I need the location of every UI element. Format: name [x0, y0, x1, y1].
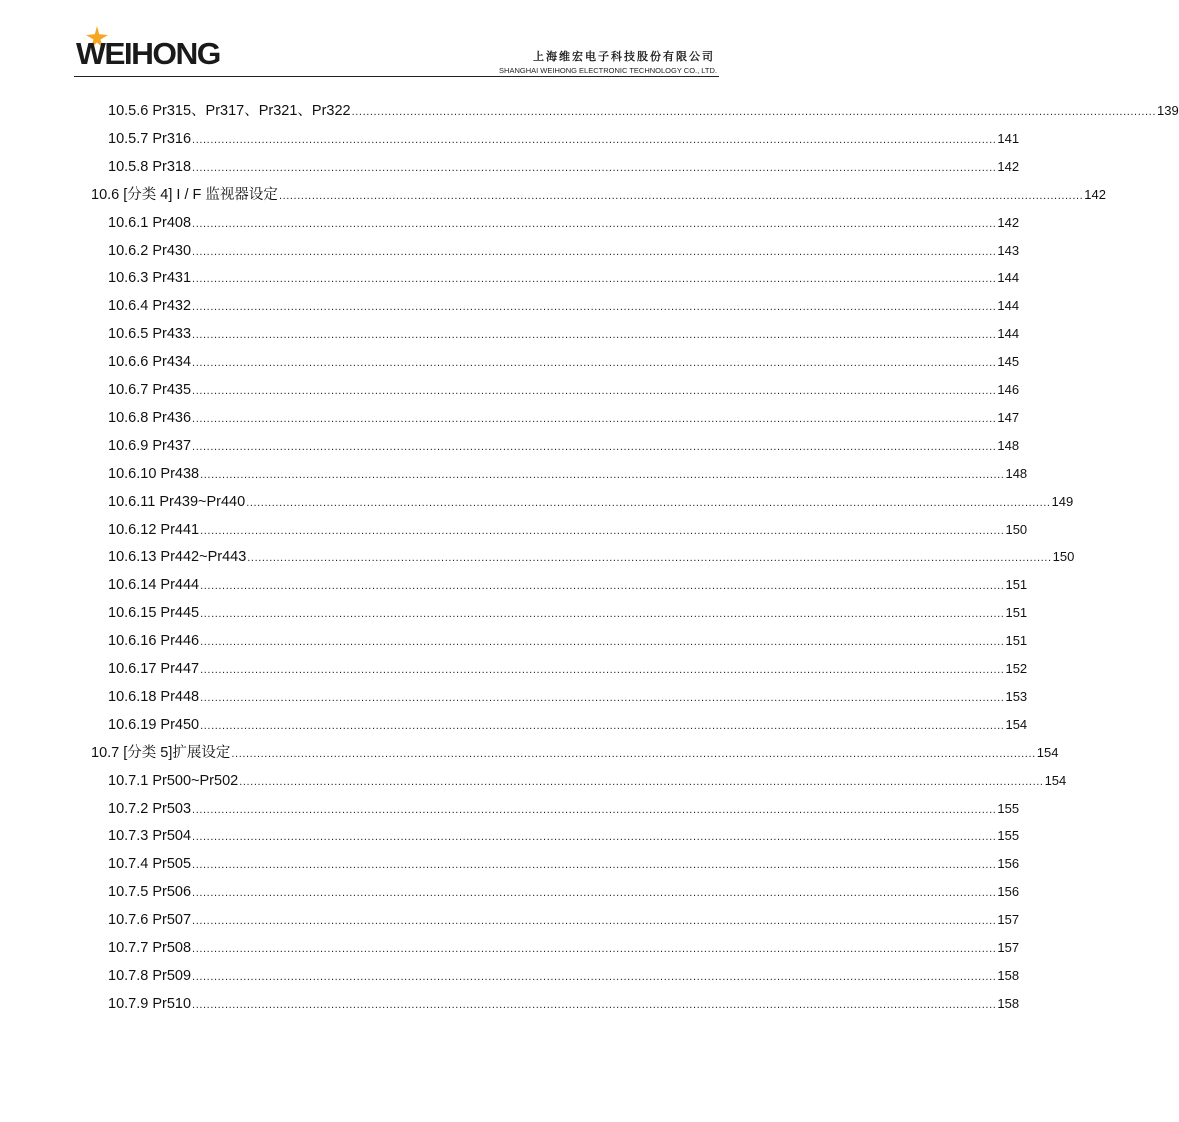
toc-entry-title: 10.6.7 Pr435 [108, 382, 192, 398]
toc-entry[interactable] [108, 433, 1020, 455]
toc-dot-leader: ............................................................................................................................................................................................................................ [247, 552, 1052, 565]
toc-entry[interactable] [108, 238, 1020, 260]
toc-dot-leader: ............................................................................................................................................................................................................................ [200, 524, 1005, 537]
toc-entry[interactable] [108, 517, 1028, 539]
header-divider [74, 76, 719, 77]
toc-dot-leader: ............................................................................................................................................................................................................................ [192, 329, 997, 342]
toc-entry-title: 10.5.8 Pr318 [108, 158, 192, 175]
toc-entry[interactable] [108, 293, 1020, 315]
toc-entry-title: 10.6.2 Pr430 [108, 242, 192, 259]
toc-dot-leader: ............................................................................................................................................................................................................................ [192, 859, 997, 872]
toc-page-number: 145 [997, 354, 1020, 370]
company-name-chinese: 上海维宏电子科技股份有限公司 [533, 50, 715, 63]
toc-entry-title: 10.5.6 Pr315、Pr317、Pr321、Pr322 [108, 103, 351, 119]
toc-entry[interactable] [108, 879, 1020, 901]
toc-page-number: 154 [1005, 716, 1028, 732]
toc-dot-leader: ............................................................................................................................................................................................................................ [192, 998, 997, 1011]
toc-dot-leader: ............................................................................................................................................................................................................................ [200, 719, 1005, 732]
toc-entry[interactable] [108, 991, 1020, 1013]
toc-page-number: 139 [1156, 103, 1179, 118]
toc-entry-title: 10.7.4 Pr505 [108, 856, 192, 873]
toc-entry-title: 10.6.6 Pr434 [108, 354, 192, 371]
toc-page-number: 155 [997, 800, 1020, 816]
toc-page-number: 149 [1051, 493, 1074, 509]
toc-entry-title: 10.6 [分类 4] I / F 监视器设定 [91, 186, 278, 203]
toc-entry[interactable] [108, 349, 1020, 371]
toc-entry[interactable] [108, 600, 1028, 622]
toc-entry[interactable] [91, 182, 1106, 204]
toc-entry-title: 10.6.5 Pr433 [108, 326, 192, 343]
toc-page-number: 158 [997, 995, 1020, 1011]
toc-entry-title: 10.6.13 Pr442~Pr443 [108, 549, 247, 566]
toc-page-number: 156 [997, 884, 1020, 900]
toc-entry-title: 10.6.11 Pr439~Pr440 [108, 493, 246, 510]
toc-dot-leader: ............................................................................................................................................................................................................................ [192, 970, 997, 983]
toc-dot-leader: ............................................................................................................................................................................................................................ [192, 887, 997, 900]
toc-page-number: 157 [997, 940, 1020, 955]
toc-entry[interactable] [108, 768, 1067, 790]
toc-entry[interactable] [108, 98, 1179, 120]
toc-entry[interactable] [108, 126, 1020, 148]
toc-page-number: 154 [1044, 772, 1067, 788]
toc-dot-leader: ............................................................................................................................................................................................................................ [200, 691, 1005, 704]
toc-page-number: 157 [997, 912, 1020, 928]
toc-entry-title: 10.6.15 Pr445 [108, 605, 200, 622]
toc-entry[interactable] [108, 544, 1075, 566]
toc-entry-title: 10.7.3 Pr504 [108, 828, 192, 845]
toc-dot-leader: ............................................................................................................................................................................................................................ [192, 133, 997, 146]
toc-dot-leader: ............................................................................................................................................................................................................................ [200, 664, 1005, 676]
toc-page-number: 142 [1084, 186, 1106, 202]
toc-page-number: 146 [997, 382, 1020, 397]
toc-entry[interactable] [108, 210, 1020, 232]
toc-entry-title: 10.6.17 Pr447 [108, 661, 200, 677]
toc-entry[interactable] [108, 935, 1020, 957]
page-header [0, 0, 793, 80]
toc-entry[interactable] [108, 712, 1028, 734]
toc-page-number: 147 [997, 409, 1020, 425]
logo-text: WEIHONG [76, 36, 220, 71]
toc-dot-leader: ............................................................................................................................................................................................................................ [192, 357, 997, 370]
toc-page-number: 151 [1005, 577, 1028, 593]
toc-dot-leader: ............................................................................................................................................................................................................................ [192, 440, 997, 453]
toc-page-number: 144 [997, 326, 1020, 342]
toc-page-number: 143 [997, 242, 1020, 258]
toc-entry-title: 10.6.4 Pr432 [108, 298, 192, 315]
toc-dot-leader: ............................................................................................................................................................................................................................ [192, 217, 997, 230]
toc-dot-leader: ............................................................................................................................................................................................................................ [200, 608, 1005, 621]
toc-entry[interactable] [108, 963, 1020, 985]
toc-entry-title: 10.6.16 Pr446 [108, 633, 200, 650]
toc-page-number: 150 [1005, 521, 1028, 537]
toc-entry-title: 10.7.1 Pr500~Pr502 [108, 772, 239, 789]
toc-dot-leader: ............................................................................................................................................................................................................................ [200, 468, 1005, 481]
toc-entry[interactable] [108, 684, 1028, 706]
toc-page-number: 156 [997, 856, 1020, 872]
toc-dot-leader: ............................................................................................................................................................................................................................ [192, 273, 997, 286]
toc-dot-leader: ............................................................................................................................................................................................................................ [192, 301, 997, 314]
toc-entry[interactable] [108, 489, 1074, 511]
toc-entry[interactable] [108, 265, 1020, 287]
toc-entry-title: 10.5.7 Pr316 [108, 130, 192, 147]
toc-page-number: 153 [1005, 688, 1028, 704]
toc-entry[interactable] [108, 461, 1028, 483]
toc-dot-leader: ............................................................................................................................................................................................................................ [200, 580, 1005, 593]
toc-entry-title: 10.6.10 Pr438 [108, 465, 200, 482]
toc-dot-leader: ............................................................................................................................................................................................................................ [192, 943, 997, 955]
toc-page-number: 148 [1005, 465, 1028, 481]
toc-entry[interactable] [108, 405, 1020, 427]
toc-page-number: 142 [997, 158, 1020, 174]
toc-entry[interactable] [108, 796, 1020, 818]
toc-entry-title: 10.7.6 Pr507 [108, 912, 192, 929]
toc-page-number: 155 [997, 828, 1020, 844]
toc-dot-leader: ............................................................................................................................................................................................................................ [192, 245, 997, 258]
toc-entry-title: 10.7.9 Pr510 [108, 995, 192, 1012]
toc-entry[interactable] [108, 572, 1028, 594]
toc-entry[interactable] [108, 851, 1020, 873]
toc-dot-leader: ............................................................................................................................................................................................................................ [351, 106, 1156, 118]
company-name-english: SHANGHAI WEIHONG ELECTRONIC TECHNOLOGY CO., LTD. [499, 66, 717, 75]
toc-dot-leader: ............................................................................................................................................................................................................................ [192, 161, 997, 174]
toc-page-number: 144 [997, 298, 1020, 314]
toc-dot-leader: ............................................................................................................................................................................................................................ [192, 385, 997, 397]
toc-entry-title: 10.6.3 Pr431 [108, 270, 192, 287]
toc-dot-leader: ............................................................................................................................................................................................................................ [192, 412, 997, 425]
toc-entry[interactable] [108, 628, 1028, 650]
toc-dot-leader: ............................................................................................................................................................................................................................ [278, 189, 1084, 202]
toc-entry[interactable] [91, 740, 1059, 762]
toc-dot-leader: ............................................................................................................................................................................................................................ [192, 915, 997, 928]
toc-page-number: 150 [1052, 549, 1075, 565]
toc-dot-leader: ............................................................................................................................................................................................................................ [192, 831, 997, 844]
toc-page-number: 142 [997, 214, 1020, 230]
toc-page-number: 151 [1005, 633, 1028, 649]
toc-entry-title: 10.7.7 Pr508 [108, 940, 192, 956]
toc-entry-title: 10.7.5 Pr506 [108, 884, 192, 901]
toc-page-number: 144 [997, 270, 1020, 286]
toc-entry-title: 10.6.9 Pr437 [108, 437, 192, 454]
toc-page-number: 151 [1005, 605, 1028, 621]
toc-entry-title: 10.6.12 Pr441 [108, 521, 200, 538]
toc-page-number: 158 [997, 967, 1020, 983]
toc-entry[interactable] [108, 656, 1028, 678]
toc-entry-title: 10.6.8 Pr436 [108, 409, 192, 426]
toc-entry-title: 10.6.19 Pr450 [108, 716, 200, 733]
toc-entry-title: 10.6.14 Pr444 [108, 577, 200, 594]
toc-page-number: 148 [997, 437, 1020, 453]
toc-dot-leader: ............................................................................................................................................................................................................................ [239, 775, 1044, 788]
toc-entry-title: 10.7.8 Pr509 [108, 967, 192, 984]
toc-entry[interactable] [108, 377, 1020, 399]
toc-entry[interactable] [108, 907, 1020, 929]
toc-entry-title: 10.7.2 Pr503 [108, 800, 192, 817]
toc-dot-leader: ............................................................................................................................................................................................................................ [246, 496, 1051, 509]
weihong-logo [76, 26, 246, 70]
toc-entry[interactable] [108, 321, 1020, 343]
toc-dot-leader: ............................................................................................................................................................................................................................ [200, 636, 1005, 649]
toc-dot-leader: ............................................................................................................................................................................................................................ [231, 747, 1036, 760]
toc-page-number: 141 [997, 130, 1020, 146]
toc-entry-title: 10.7 [分类 5]扩展设定 [91, 744, 231, 761]
toc-dot-leader: ............................................................................................................................................................................................................................ [192, 803, 997, 816]
toc-page-number: 152 [1005, 661, 1028, 676]
toc-entry[interactable] [108, 154, 1020, 176]
toc-entry-title: 10.6.18 Pr448 [108, 688, 200, 705]
toc-page-number: 154 [1036, 744, 1059, 760]
toc-entry[interactable] [108, 823, 1020, 845]
toc-entry-title: 10.6.1 Pr408 [108, 214, 192, 231]
